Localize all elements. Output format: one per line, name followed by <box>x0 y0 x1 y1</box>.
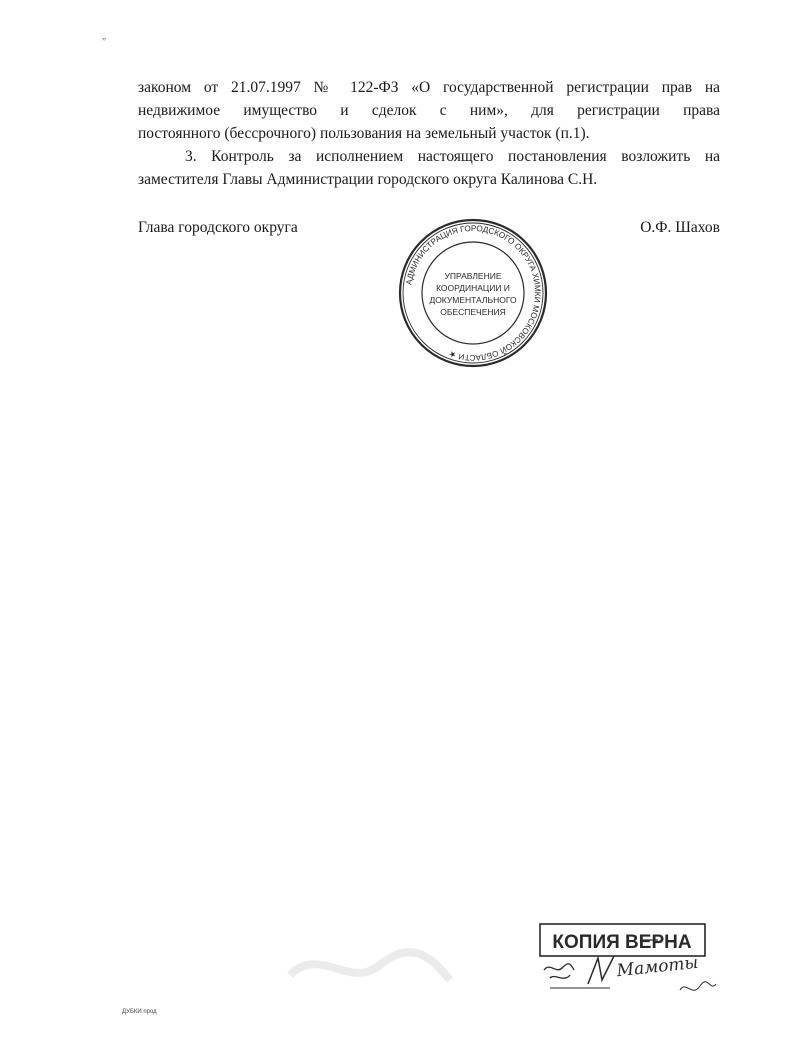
seal-center-line: УПРАВЛЕНИЕ <box>444 271 502 281</box>
copy-certified-stamp <box>530 910 740 1000</box>
official-seal <box>397 217 549 369</box>
stray-mark: „ <box>102 31 106 41</box>
footer-code: ДУБКИ прод <box>122 1009 157 1015</box>
seal-ring-text: АДМИНИСТРАЦИЯ ГОРОДСКОГО ОКРУГА ХИМКИ МОСКОВСКОЙ ОБЛАСТИ ★ <box>404 223 543 363</box>
body-line: недвижимое имущество и сделок с ним», для регистрации права <box>138 102 720 119</box>
body-line: 3. Контроль за исполнением настоящего постановления возложить на <box>185 148 720 165</box>
signatory-name: О.Ф. Шахов <box>640 219 720 236</box>
body-text <box>138 76 720 191</box>
copy-stamp-title: КОПИЯ ВЕРНА <box>552 932 692 953</box>
seal-center-line: ДОКУМЕНТАЛЬНОГО <box>429 295 517 305</box>
body-line: заместителя Главы Администрации городского округа Калинова С.Н. <box>138 171 598 188</box>
signatory-position: Глава городского округа <box>138 219 298 236</box>
body-line: законом от 21.07.1997 № 122-ФЗ «О государственной регистрации прав на <box>138 79 720 96</box>
body-line: постоянного (бессрочного) пользования на земельный участок (п.1). <box>138 125 590 142</box>
copy-stamp-handwriting: Мамоты <box>615 952 700 982</box>
faint-background-mark <box>280 935 460 995</box>
seal-center-line: КООРДИНАЦИИ И <box>436 283 510 293</box>
seal-center-line: ОБЕСПЕЧЕНИЯ <box>440 307 506 317</box>
